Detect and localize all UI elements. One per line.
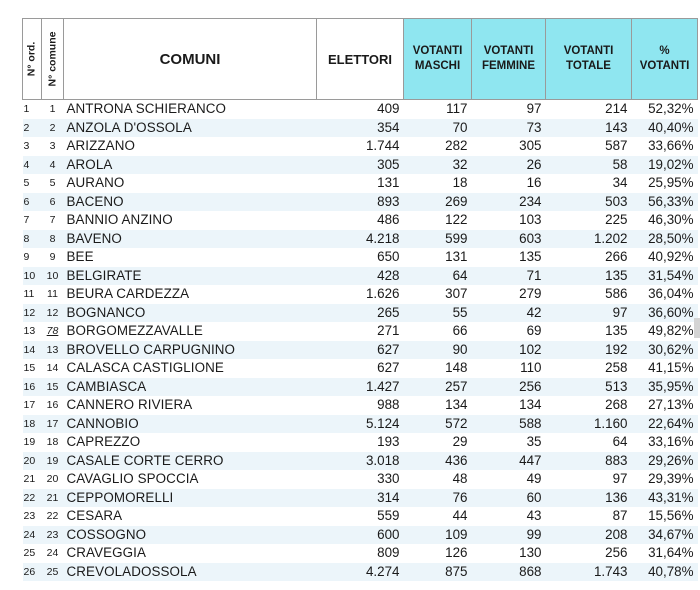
cell-percent-votanti: 46,30% [648, 212, 694, 228]
scrollbar-thumb[interactable] [694, 318, 700, 338]
cell-comune-name: BORGOMEZZAVALLE [66, 323, 203, 339]
cell-percent-votanti: 19,02% [632, 156, 698, 175]
header-votanti-maschi-line1: VOTANTI [412, 45, 463, 57]
header-elettori: ELETTORI [317, 19, 404, 100]
cell-comune-name: COSSOGNO [64, 526, 317, 545]
cell-comune-number: 24 [46, 547, 59, 560]
table-row [23, 174, 698, 193]
cell-ord-number: 20 [23, 452, 42, 471]
cell-votanti-maschi: 257 [404, 378, 472, 397]
cell-elettori: 265 [317, 304, 404, 323]
cell-comune-number: 17 [42, 415, 64, 434]
cell-votanti-totale: 513 [546, 378, 632, 397]
cell-comune-name: AROLA [64, 156, 317, 175]
header-votanti-maschi [404, 19, 472, 100]
cell-elettori: 559 [377, 508, 400, 524]
cell-votanti-femmine: 305 [519, 138, 542, 154]
table-header [23, 19, 698, 100]
cell-ord-number: 5 [23, 177, 30, 190]
cell-elettori: 131 [377, 175, 400, 191]
cell-comune-number: 18 [46, 436, 59, 449]
header-ord-number [23, 19, 42, 100]
cell-votanti-femmine: 26 [472, 156, 546, 175]
cell-ord-number: 7 [23, 214, 30, 227]
cell-votanti-maschi: 55 [404, 304, 472, 323]
cell-votanti-maschi: 131 [445, 249, 468, 265]
cell-votanti-femmine: 588 [472, 415, 546, 434]
cell-votanti-totale: 214 [605, 101, 628, 117]
cell-comune-number: 2 [42, 119, 64, 138]
cell-votanti-totale: 64 [612, 434, 628, 450]
cell-votanti-maschi: 29 [452, 434, 468, 450]
cell-comune-name: BROVELLO CARPUGNINO [64, 341, 317, 360]
cell-percent-votanti: 36,04% [648, 286, 694, 302]
cell-ord-number: 14 [23, 341, 42, 360]
cell-votanti-maschi: 18 [452, 175, 468, 191]
cell-percent-votanti: 56,33% [632, 193, 698, 212]
cell-elettori: 650 [377, 249, 400, 265]
cell-comune-number: 8 [42, 230, 64, 249]
cell-elettori: 4.218 [317, 230, 404, 249]
table-row [23, 378, 698, 397]
table-row [23, 470, 698, 489]
cell-votanti-femmine: 73 [472, 119, 546, 138]
cell-comune-number: 21 [42, 489, 64, 508]
header-votanti-totale-line1: VOTANTI [563, 45, 614, 57]
table-body [23, 100, 698, 582]
cell-votanti-femmine: 49 [526, 471, 542, 487]
cell-votanti-totale: 58 [546, 156, 632, 175]
cell-votanti-femmine: 868 [472, 563, 546, 582]
cell-comune-name: CAMBIASCA [64, 378, 317, 397]
cell-votanti-maschi: 148 [445, 360, 468, 376]
cell-ord-number: 24 [23, 526, 42, 545]
cell-votanti-femmine: 71 [472, 267, 546, 286]
table-row [23, 322, 698, 341]
cell-ord-number: 21 [23, 473, 36, 486]
header-percent-votanti [632, 19, 698, 100]
cell-votanti-maschi: 436 [404, 452, 472, 471]
cell-votanti-totale: 208 [546, 526, 632, 545]
cell-comune-name: CANNOBIO [64, 415, 317, 434]
cell-percent-votanti: 40,78% [632, 563, 698, 582]
table-row [23, 433, 698, 452]
table-row [23, 526, 698, 545]
cell-percent-votanti: 22,64% [632, 415, 698, 434]
header-percent-line1: % [659, 45, 670, 57]
cell-votanti-totale: 87 [612, 508, 628, 524]
cell-elettori: 193 [377, 434, 400, 450]
table-row [23, 396, 698, 415]
cell-votanti-femmine: 130 [519, 545, 542, 561]
cell-comune-name: CALASCA CASTIGLIONE [66, 360, 224, 376]
cell-ord-number: 17 [23, 399, 36, 412]
header-votanti-totale-line2: TOTALE [566, 60, 611, 72]
cell-comune-name: CAPREZZO [66, 434, 141, 450]
cell-elettori: 271 [377, 323, 400, 339]
cell-comune-number: 19 [42, 452, 64, 471]
cell-ord-number: 4 [23, 156, 42, 175]
table-row [23, 230, 698, 249]
cell-votanti-totale: 883 [546, 452, 632, 471]
cell-votanti-totale: 258 [605, 360, 628, 376]
cell-votanti-femmine: 69 [526, 323, 542, 339]
cell-votanti-femmine: 110 [520, 360, 542, 376]
cell-votanti-femmine: 447 [472, 452, 546, 471]
cell-comune-number: 12 [42, 304, 64, 323]
cell-votanti-totale: 503 [546, 193, 632, 212]
cell-comune-number: 13 [42, 341, 64, 360]
cell-votanti-totale: 135 [546, 267, 632, 286]
cell-percent-votanti: 35,95% [632, 378, 698, 397]
cell-percent-votanti: 34,67% [632, 526, 698, 545]
cell-votanti-totale: 586 [605, 286, 628, 302]
cell-votanti-maschi: 64 [404, 267, 472, 286]
cell-votanti-femmine: 35 [526, 434, 542, 450]
table-row [23, 100, 698, 119]
cell-ord-number: 3 [23, 140, 30, 153]
cell-elettori: 4.274 [317, 563, 404, 582]
cell-votanti-totale: 143 [546, 119, 632, 138]
cell-votanti-femmine: 43 [526, 508, 542, 524]
cell-comune-number: 23 [42, 526, 64, 545]
cell-votanti-maschi: 282 [445, 138, 468, 154]
cell-votanti-maschi: 126 [445, 545, 468, 561]
cell-comune-number: 11 [47, 288, 58, 301]
cell-comune-name: CASALE CORTE CERRO [64, 452, 317, 471]
table-row [23, 452, 698, 471]
cell-comune-number: 20 [46, 473, 59, 486]
cell-comune-number: 16 [46, 399, 59, 412]
header-ord-label: N° ord. [25, 41, 38, 77]
cell-votanti-totale: 136 [546, 489, 632, 508]
cell-votanti-maschi: 307 [445, 286, 468, 302]
cell-votanti-totale: 256 [605, 545, 628, 561]
cell-votanti-femmine: 134 [519, 397, 542, 413]
cell-ord-number: 26 [23, 563, 42, 582]
cell-votanti-totale: 34 [612, 175, 628, 191]
cell-comune-number: 3 [49, 140, 56, 153]
cell-votanti-maschi: 76 [404, 489, 472, 508]
cell-comune-number: 4 [42, 156, 64, 175]
table-row [23, 285, 698, 304]
cell-votanti-totale: 97 [546, 304, 632, 323]
cell-ord-number: 23 [23, 510, 36, 523]
cell-votanti-maschi: 44 [452, 508, 468, 524]
cell-votanti-totale: 135 [605, 323, 628, 339]
cell-elettori: 428 [317, 267, 404, 286]
header-comune-label: N° comune [46, 31, 58, 87]
cell-comune-name: BELGIRATE [64, 267, 317, 286]
cell-elettori: 600 [317, 526, 404, 545]
cell-comune-number: 6 [42, 193, 64, 212]
cell-comune-number: 78 [46, 325, 59, 338]
cell-percent-votanti: 31,64% [648, 545, 694, 561]
cell-votanti-totale: 225 [605, 212, 628, 228]
cell-percent-votanti: 40,40% [632, 119, 698, 138]
cell-ord-number: 13 [23, 325, 36, 338]
cell-votanti-maschi: 109 [404, 526, 472, 545]
cell-comune-number: 9 [49, 251, 56, 264]
cell-votanti-maschi: 599 [404, 230, 472, 249]
cell-votanti-maschi: 269 [404, 193, 472, 212]
cell-percent-votanti: 31,54% [632, 267, 698, 286]
cell-percent-votanti: 29,39% [648, 471, 694, 487]
cell-elettori: 627 [317, 341, 404, 360]
cell-percent-votanti: 49,82% [648, 323, 694, 339]
cell-comune-name: BAVENO [64, 230, 317, 249]
cell-percent-votanti: 30,62% [632, 341, 698, 360]
cell-ord-number: 9 [23, 251, 30, 264]
cell-votanti-femmine: 234 [472, 193, 546, 212]
header-votanti-femmine-line2: FEMMINE [481, 60, 536, 72]
cell-percent-votanti: 27,13% [648, 397, 694, 413]
cell-votanti-maschi: 134 [445, 397, 468, 413]
cell-votanti-femmine: 102 [472, 341, 546, 360]
cell-ord-number: 22 [23, 489, 42, 508]
cell-comune-name: CANNERO RIVIERA [66, 397, 193, 413]
cell-votanti-maschi: 66 [452, 323, 468, 339]
table-row [23, 267, 698, 286]
cell-votanti-femmine: 97 [526, 101, 542, 117]
cell-votanti-totale: 1.160 [546, 415, 632, 434]
cell-ord-number: 10 [23, 267, 42, 286]
cell-elettori: 1.427 [317, 378, 404, 397]
cell-comune-name: AURANO [66, 175, 125, 191]
cell-ord-number: 2 [23, 119, 42, 138]
header-votanti-maschi-line2: MASCHI [414, 60, 461, 72]
cell-comune-name: CAVAGLIO SPOCCIA [66, 471, 199, 487]
cell-elettori: 486 [377, 212, 400, 228]
cell-comune-name: BEE [66, 249, 94, 265]
cell-comune-name: BEURA CARDEZZA [66, 286, 190, 302]
cell-elettori: 409 [377, 101, 400, 117]
cell-votanti-femmine: 60 [472, 489, 546, 508]
cell-percent-votanti: 43,31% [632, 489, 698, 508]
cell-elettori: 893 [317, 193, 404, 212]
cell-votanti-maschi: 117 [446, 101, 468, 117]
header-comuni: COMUNI [64, 19, 317, 100]
cell-comune-number: 22 [46, 510, 59, 523]
table-row [23, 489, 698, 508]
table-row [23, 137, 698, 156]
table-row [23, 119, 698, 138]
header-percent-line2: VOTANTI [639, 60, 690, 72]
cell-ord-number: 25 [23, 547, 36, 560]
cell-ord-number: 19 [23, 436, 36, 449]
table-row [23, 563, 698, 582]
cell-percent-votanti: 41,15% [648, 360, 694, 376]
cell-elettori: 1.626 [365, 286, 400, 302]
cell-votanti-totale: 97 [612, 471, 628, 487]
cell-votanti-maschi: 875 [404, 563, 472, 582]
header-votanti-femmine-line1: VOTANTI [483, 45, 534, 57]
cell-ord-number: 16 [23, 378, 42, 397]
cell-percent-votanti: 36,60% [632, 304, 698, 323]
cell-comune-name: CREVOLADOSSOLA [64, 563, 317, 582]
cell-votanti-maschi: 70 [404, 119, 472, 138]
cell-comune-number: 5 [49, 177, 56, 190]
cell-elettori: 1.744 [365, 138, 400, 154]
cell-votanti-femmine: 99 [472, 526, 546, 545]
table-row [23, 193, 698, 212]
cell-comune-name: ANTRONA SCHIERANCO [66, 101, 227, 117]
table-row [23, 156, 698, 175]
cell-ord-number: 8 [23, 230, 42, 249]
cell-ord-number: 1 [23, 103, 30, 116]
table-row [23, 341, 698, 360]
cell-votanti-femmine: 103 [519, 212, 542, 228]
cell-percent-votanti: 15,56% [648, 508, 694, 524]
cell-comune-name: ARIZZANO [66, 138, 135, 154]
cell-percent-votanti: 52,32% [648, 101, 694, 117]
cell-elettori: 330 [377, 471, 400, 487]
cell-percent-votanti: 28,50% [632, 230, 698, 249]
cell-percent-votanti: 33,16% [648, 434, 694, 450]
cell-comune-number: 1 [49, 103, 56, 116]
cell-percent-votanti: 29,26% [632, 452, 698, 471]
cell-votanti-totale: 1.743 [546, 563, 632, 582]
cell-elettori: 988 [377, 397, 400, 413]
cell-votanti-femmine: 16 [526, 175, 542, 191]
cell-votanti-femmine: 42 [472, 304, 546, 323]
cell-votanti-totale: 266 [605, 249, 628, 265]
cell-votanti-maschi: 572 [404, 415, 472, 434]
cell-ord-number: 12 [23, 304, 42, 323]
cell-votanti-femmine: 603 [472, 230, 546, 249]
cell-ord-number: 18 [23, 415, 42, 434]
table-row [23, 248, 698, 267]
table-row [23, 304, 698, 323]
cell-elettori: 354 [317, 119, 404, 138]
cell-votanti-maschi: 122 [445, 212, 468, 228]
table-row [23, 415, 698, 434]
cell-votanti-maschi: 32 [404, 156, 472, 175]
cell-votanti-totale: 1.202 [546, 230, 632, 249]
cell-elettori: 314 [317, 489, 404, 508]
cell-votanti-femmine: 135 [519, 249, 542, 265]
cell-elettori: 305 [317, 156, 404, 175]
table-row [23, 507, 698, 526]
cell-comune-name: CRAVEGGIA [66, 545, 147, 561]
cell-votanti-totale: 268 [605, 397, 628, 413]
table-row [23, 359, 698, 378]
turnout-table-container [22, 18, 698, 581]
cell-comune-name: ANZOLA D'OSSOLA [64, 119, 317, 138]
cell-elettori: 627 [377, 360, 400, 376]
cell-comune-name: CEPPOMORELLI [64, 489, 317, 508]
cell-percent-votanti: 33,66% [648, 138, 694, 154]
turnout-table [22, 18, 698, 581]
cell-votanti-totale: 192 [546, 341, 632, 360]
cell-percent-votanti: 40,92% [648, 249, 694, 265]
cell-elettori: 809 [377, 545, 400, 561]
cell-percent-votanti: 25,95% [648, 175, 694, 191]
cell-ord-number: 15 [23, 362, 36, 375]
cell-ord-number: 6 [23, 193, 42, 212]
cell-comune-number: 14 [46, 362, 59, 375]
cell-comune-number: 15 [42, 378, 64, 397]
cell-votanti-femmine: 279 [519, 286, 542, 302]
cell-comune-number: 7 [49, 214, 56, 227]
cell-votanti-totale: 587 [605, 138, 628, 154]
cell-votanti-maschi: 48 [452, 471, 468, 487]
cell-comune-name: BOGNANCO [64, 304, 317, 323]
cell-votanti-maschi: 90 [404, 341, 472, 360]
cell-ord-number: 11 [23, 288, 35, 301]
cell-comune-number: 25 [42, 563, 64, 582]
cell-elettori: 3.018 [317, 452, 404, 471]
table-row [23, 544, 698, 563]
cell-votanti-femmine: 256 [472, 378, 546, 397]
header-votanti-femmine [472, 19, 546, 100]
cell-comune-name: BANNIO ANZINO [66, 212, 173, 228]
table-row [23, 211, 698, 230]
cell-elettori: 5.124 [317, 415, 404, 434]
header-comune-number [42, 19, 64, 100]
cell-comune-number: 10 [42, 267, 64, 286]
header-votanti-totale [546, 19, 632, 100]
cell-comune-name: CESARA [66, 508, 123, 524]
cell-comune-name: BACENO [64, 193, 317, 212]
